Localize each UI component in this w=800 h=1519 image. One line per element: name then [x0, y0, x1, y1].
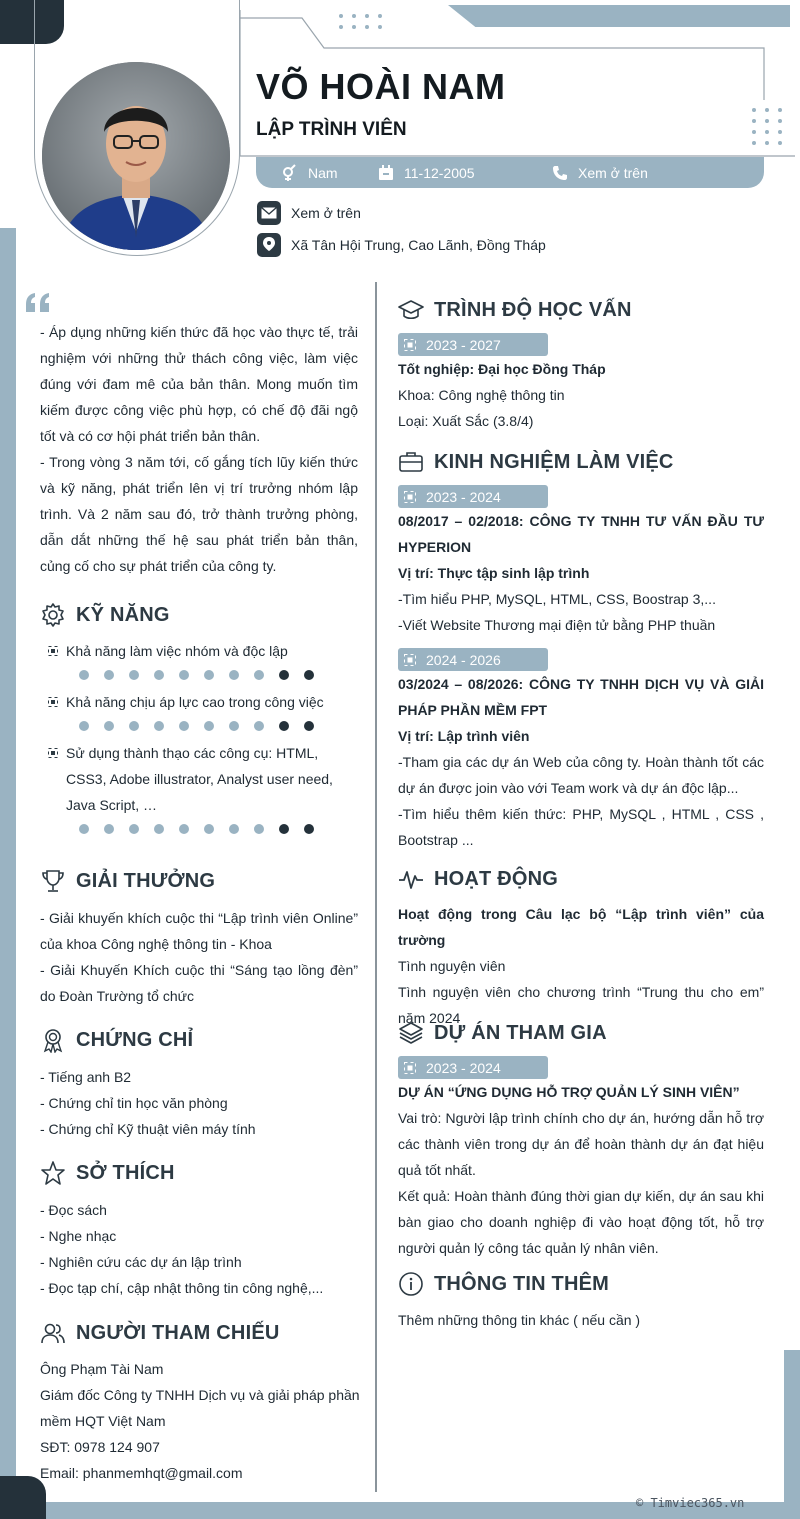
job-period: 2023 - 2024 [426, 488, 501, 505]
skills-title: KỸ NĂNG [76, 603, 170, 626]
birthday-item [378, 157, 475, 188]
email-row [257, 201, 361, 225]
rating-dot [129, 721, 139, 731]
rating-dot [129, 824, 139, 834]
gender-value: Nam [308, 164, 338, 181]
period-bullet-icon [404, 654, 416, 666]
activity-detail: Tình nguyện viên cho chương trình “Trung thu cho em” năm 2024 [398, 984, 764, 1026]
references-heading [40, 1320, 280, 1346]
skill-item [48, 689, 360, 731]
rating-dot [104, 670, 114, 680]
job-entry [398, 508, 764, 638]
briefcase-icon [398, 449, 424, 475]
phone-value: Xem ở trên [578, 164, 648, 181]
job-detail: -Viết Website Thương mại điện tử bằng PHP thuần [398, 617, 716, 633]
project-name: DỰ ÁN “ỨNG DỤNG HỖ TRỢ QUẢN LÝ SINH VIÊN” [398, 1084, 740, 1100]
awards-title: GIẢI THƯỞNG [76, 869, 216, 892]
education-title: TRÌNH ĐỘ HỌC VẤN [434, 298, 632, 321]
additional-title: THÔNG TIN THÊM [434, 1272, 610, 1295]
skill-item [48, 740, 360, 834]
mail-icon [257, 201, 281, 225]
certificates-title: CHỨNG CHỈ [76, 1028, 194, 1051]
rating-dot [154, 721, 164, 731]
hobby-item: - Nghe nhạc [40, 1228, 117, 1244]
job-role: Vị trí: Lập trình viên [398, 728, 530, 744]
email-value: Xem ở trên [291, 205, 361, 221]
skill-label: Khả năng làm việc nhóm và độc lập [66, 643, 288, 659]
certificate-item: - Chứng chỉ tin học văn phòng [40, 1095, 228, 1111]
skill-bullet-icon [48, 646, 58, 656]
education-grade: Loại: Xuất Sắc (3.8/4) [398, 413, 534, 429]
gender-icon [280, 164, 298, 182]
job-company: 08/2017 – 02/2018: CÔNG TY TNHH TƯ VẤN ĐẦU TƯ HYPERION [398, 513, 764, 555]
personal-info-bar [256, 157, 764, 188]
rating-dot [254, 824, 264, 834]
activities-heading [398, 866, 558, 892]
activity-role: Tình nguyện viên [398, 958, 506, 974]
rating-dot [229, 721, 239, 731]
trophy-icon [40, 868, 66, 894]
rating-dot [79, 670, 89, 680]
hobbies-list [40, 1197, 358, 1301]
objective-paragraph-1: - Áp dụng những kiến thức đã học vào thực tế, trải nghiệm với những thử thách công việc, làm việc đúng với đam mê của bản thân. Mong muốn tìm kiếm được công việc phù hợp, có chế độ đãi ngộ tốt và có cơ hội phát triển bản thân. [40, 324, 358, 444]
job-detail: -Tìm hiểu thêm kiến thức: PHP, MySQL , HTML , CSS , Bootstrap ... [398, 806, 764, 848]
quote-icon [24, 292, 54, 314]
hobby-item: - Đọc sách [40, 1202, 107, 1218]
rating-dot [179, 824, 189, 834]
certificate-item: - Tiếng anh B2 [40, 1069, 132, 1085]
job-period-tag [398, 648, 548, 671]
phone-icon [552, 165, 568, 181]
project-result: Kết quả: Hoàn thành đúng thời gian dự kiến, dự án sau khi bàn giao cho doanh nghiệp đi vào hoạt động tốt, hỗ trợ người quản lý công tác quản lý nhân viên. [398, 1188, 764, 1256]
rating-dot [79, 824, 89, 834]
skill-bullet-icon [48, 697, 58, 707]
rating-dot [254, 721, 264, 731]
decor-dots-top [339, 14, 384, 29]
skill-rating [79, 824, 360, 834]
skills-list [48, 638, 360, 834]
rating-dot [154, 824, 164, 834]
rating-dot [229, 670, 239, 680]
project-details [398, 1079, 764, 1261]
skills-heading [40, 602, 170, 628]
rating-dot [229, 824, 239, 834]
rating-dot [304, 824, 314, 834]
education-period: 2023 - 2027 [426, 336, 501, 353]
watermark: © Timviec365.vn [636, 1496, 745, 1510]
reference-name: Ông Phạm Tài Nam [40, 1361, 164, 1377]
rating-dot [179, 670, 189, 680]
rating-dot [254, 670, 264, 680]
info-icon [398, 1271, 424, 1297]
activities-title: HOẠT ĐỘNG [434, 867, 559, 890]
period-bullet-icon [404, 339, 416, 351]
projects-heading [398, 1020, 607, 1046]
education-faculty: Khoa: Công nghệ thông tin [398, 387, 565, 403]
reference-position: Giám đốc Công ty TNHH Dịch vụ và giải pháp phần mềm HQT Việt Nam [40, 1387, 360, 1429]
job-title: LẬP TRÌNH VIÊN [256, 119, 407, 140]
skill-label: Khả năng chịu áp lực cao trong công việc [66, 694, 324, 710]
experience-title: KINH NGHIỆM LÀM VIỆC [434, 450, 674, 473]
graduation-cap-icon [398, 297, 424, 323]
additional-heading [398, 1271, 609, 1297]
skill-rating [79, 721, 360, 731]
job-entry [398, 671, 764, 853]
rating-dot [304, 721, 314, 731]
activities-details [398, 901, 764, 1031]
award-item: - Giải Khuyến Khích cuộc thi “Sáng tạo lồng đèn” do Đoàn Trường tổ chức [40, 962, 358, 1004]
location-icon [257, 233, 281, 257]
right-side-stripe [784, 1350, 800, 1519]
project-period: 2023 - 2024 [426, 1059, 501, 1076]
rating-dot [179, 721, 189, 731]
phone-item [552, 157, 648, 188]
birthday-value: 11-12-2005 [404, 164, 475, 181]
reference-email: Email: phanmemhqt@gmail.com [40, 1465, 243, 1481]
rating-dot [79, 721, 89, 731]
job-period: 2024 - 2026 [426, 651, 501, 668]
candidate-name: VÕ HOÀI NAM [256, 66, 506, 107]
users-icon [40, 1320, 66, 1346]
left-side-stripe [0, 228, 16, 1519]
rating-dot [104, 824, 114, 834]
skill-bullet-icon [48, 748, 58, 758]
skill-item [48, 638, 360, 680]
references-title: NGƯỜI THAM CHIẾU [76, 1321, 280, 1344]
address-value: Xã Tân Hội Trung, Cao Lãnh, Đồng Tháp [291, 237, 546, 253]
hobbies-heading [40, 1160, 175, 1186]
award-item: - Giải khuyến khích cuộc thi “Lập trình viên Online” của khoa Công nghệ thông tin - Khoa [40, 910, 358, 952]
hobby-item: - Đọc tạp chí, cập nhật thông tin công nghệ,... [40, 1280, 324, 1296]
career-objective [40, 319, 358, 579]
reference-phone: SĐT: 0978 124 907 [40, 1439, 160, 1455]
awards-list [40, 905, 358, 1009]
activity-heading: Hoạt động trong Câu lạc bộ “Lập trình viên” của trường [398, 906, 764, 948]
projects-title: DỰ ÁN THAM GIA [434, 1021, 607, 1044]
job-company: 03/2024 – 08/2026: CÔNG TY TNHH DỊCH VỤ VÀ GIẢI PHÁP PHẦN MỀM FPT [398, 676, 764, 718]
address-row [257, 233, 546, 257]
experience-heading [398, 449, 674, 475]
rating-dot [279, 670, 289, 680]
additional-text: Thêm những thông tin khác ( nếu cần ) [398, 1312, 641, 1328]
certificate-item: - Chứng chỉ Kỹ thuật viên máy tính [40, 1121, 256, 1137]
education-details [398, 356, 764, 434]
rating-dot [129, 670, 139, 680]
badge-icon [40, 1027, 66, 1053]
rating-dot [279, 721, 289, 731]
skill-label: Sử dụng thành thạo các công cụ: HTML, CSS3, Adobe illustrator, Analyst user need, Java Script, … [66, 745, 333, 813]
job-role: Vị trí: Thực tập sinh lập trình [398, 565, 590, 581]
rating-dot [204, 670, 214, 680]
education-heading [398, 297, 632, 323]
star-icon [40, 1160, 66, 1186]
rating-dot [154, 670, 164, 680]
rating-dot [204, 824, 214, 834]
layers-icon [398, 1020, 424, 1046]
certificates-heading [40, 1027, 193, 1053]
rating-dot [204, 721, 214, 731]
hobby-item: - Nghiên cứu các dự án lập trình [40, 1254, 242, 1270]
job-period-tag [398, 485, 548, 508]
gear-icon [40, 602, 66, 628]
rating-dot [104, 721, 114, 731]
references-list [40, 1356, 362, 1486]
education-period-tag [398, 333, 548, 356]
column-divider [375, 282, 377, 1492]
gender-item [280, 157, 338, 188]
project-role: Vai trò: Người lập trình chính cho dự án, hướng dẫn hỗ trợ các thành viên trong dự án để hoàn thành dự án đạt hiệu quả tốt nhất. [398, 1110, 764, 1178]
project-period-tag [398, 1056, 548, 1079]
pulse-icon [398, 866, 424, 892]
avatar [42, 62, 230, 250]
period-bullet-icon [404, 1062, 416, 1074]
additional-details [398, 1307, 764, 1333]
awards-heading [40, 868, 215, 894]
job-detail: -Tham gia các dự án Web của công ty. Hoàn thành tốt các dự án được join vào với Team work và dự án độc lập... [398, 754, 764, 796]
education-school: Tốt nghiệp: Đại học Đồng Tháp [398, 361, 606, 377]
objective-paragraph-2: - Trong vòng 3 năm tới, cố gắng tích lũy kiến thức và kỹ năng, phát triển lên vị trí trưởng nhóm lập trình. Và 2 năm sau đó, trở thành trưởng phòng, dẫn dắt những thế hệ sau phát triển bản thân, củng cố cho sự phát triển của công ty. [40, 454, 358, 574]
calendar-icon [378, 165, 394, 181]
rating-dot [279, 824, 289, 834]
skill-rating [79, 670, 360, 680]
hobbies-title: SỞ THÍCH [76, 1161, 175, 1184]
rating-dot [304, 670, 314, 680]
period-bullet-icon [404, 491, 416, 503]
certificates-list [40, 1064, 358, 1142]
job-detail: -Tìm hiểu PHP, MySQL, HTML, CSS, Boostrap 3,... [398, 591, 716, 607]
decor-dots-right [752, 108, 784, 145]
